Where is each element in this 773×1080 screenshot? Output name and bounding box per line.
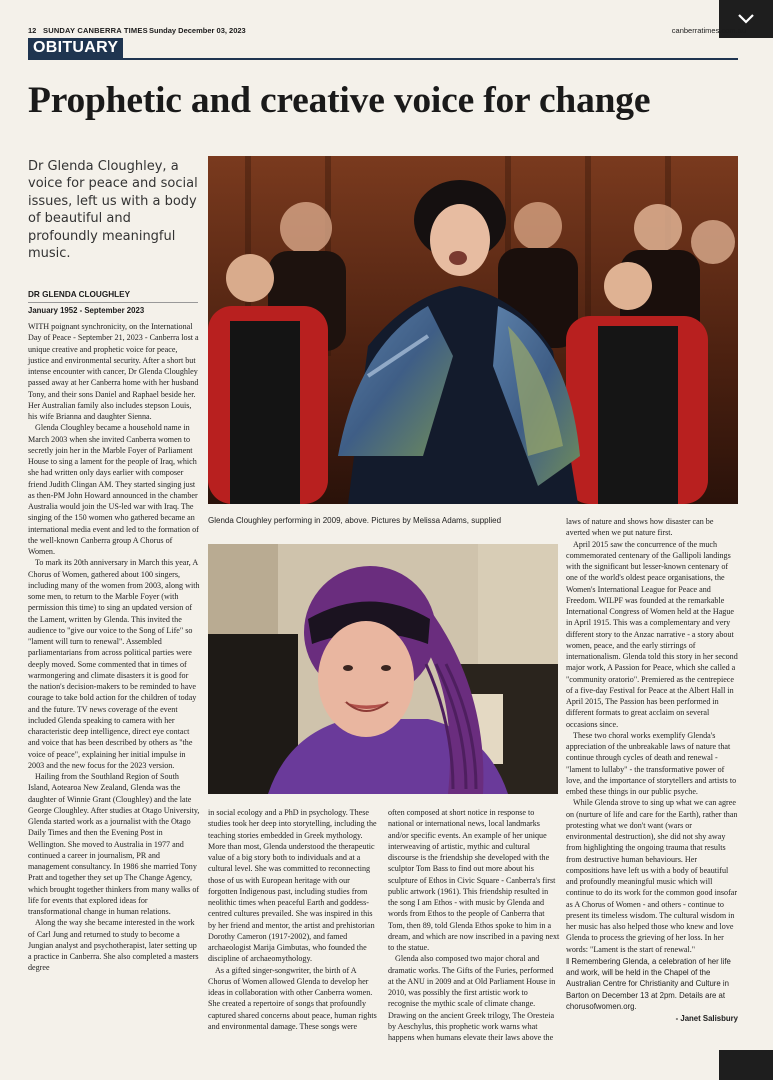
page-number: 12 xyxy=(28,26,37,35)
standfirst: Dr Glenda Cloughley, a voice for peace and social issues, left us with a body of beautiful and profoundly meaningful music. xyxy=(28,159,198,262)
headline: Prophetic and creative voice for change xyxy=(28,80,651,121)
website-link[interactable]: canberratimes.com.au xyxy=(671,26,746,35)
author-signature: - Janet Salisbury xyxy=(675,1014,738,1023)
choir-performance-photo xyxy=(208,156,738,504)
paragraph: Along the way she became interested in the work of Carl Jung and returned to study to become a Jungian analyst and psychotherapist, later setting up a practice in Canberra. She also completed a masters degree xyxy=(28,918,199,973)
byline: DR GLENDA CLOUGHLEY xyxy=(28,290,198,303)
paragraph: These two choral works exemplify Glenda's appreciation of the unbreakable laws of nature that continue through cycles of death and renewal - "lament to lullaby" - the transformative power of love, and the importance of storytellers and artists to embed these things in our public psyche. xyxy=(566,730,737,796)
publication-name: SUNDAY CANBERRA TIMES xyxy=(43,26,148,35)
paragraph: Glenda Cloughley became a household name in March 2003 when she invited Canberra women to secretly join her in the Marble Foyer of Parliament House to sing a lament for the people of Iraq, which she had written only days earlier with composer friend Judith Clingan AM. They started singing just as then-PM John Howard announced in the chamber Australia would join the US-led war with Iraq. The singing of the 150 women who gathered became an international media event and led to the formation of the well-known Canberra group A Chorus of Women. xyxy=(28,423,199,556)
section-rule xyxy=(28,58,738,60)
paragraph: often composed at short notice in response to national or international news, local landmarks and/or specific events. An example of her unique interweaving of artistic, mythic and cultural discourse is the friendship she developed with the sculptor Tom Bass to find out more about his sculpture of Ethos in Civic Square - Canberra's first public artwork (1961). This friendship resulted in the song I am Ethos - with music by Glenda and words from Ethos to the people of Canberra that Tom, then 89, told Glenda Ethos spoke to him in a dream, and which are now inscribed in a paving next to the statue. xyxy=(388,808,560,952)
paragraph: April 2015 saw the concurrence of the much commemorated centenary of the Gallipoli landings with the significant but lesser-known centenary of one of the world's oldest peace organisations, the Women's International League for Peace and Freedom. WILPF was founded at the remarkable International Congress of Women held at the Hague in April 1915. This was a complementary and very different story to the Anzac narrative - a story about women, peace, and the early stirrings of internationalism. Glenda told this story in her second major work, A Passion for Peace, which she called a "community oratorio". Premiered as the centrepiece of a five-day Festival for Peace at the Albert Hall in April 2015, The Passion has been performed in different formats to great acclaim on several occasions since. xyxy=(566,539,738,729)
paragraph: While Glenda strove to sing up what we can agree on (nurture of life and care for the Earth), rather than protesting what we don't want (wars or environmental destruction), she did not shy away from highlighting the ongoing trauma that results from destructive human behaviours. Her compositions have left us with a body of beautiful and profoundly meaningful music which will continue to do its work for the common good insofar as A Chorus of Women - and others - continue to present its timeless wisdom. The cultural wisdom in her music has also helped those who knew and love Glenda to process the grieving of her loss. In her words: "Lament is the start of renewal." xyxy=(566,798,738,954)
memorial-notice: ‖ Remembering Glenda, a celebration of her life and work, will be held in the Chapel of the Australian Centre for Christianity and Culture in Barton on December 13 at 2pm. Details are at chorusofwomen.org. xyxy=(566,956,731,1011)
paragraph: To mark its 20th anniversary in March this year, A Chorus of Women, gathered about 100 singers, including many of the women from 2003, along with some men, to return to the Marble Foyer (with permission this time) to sing an updated version of the Lament, written by Glenda. This invited the audience to "give our voice to the Song of Life" so "lament will turn to renewal". Assembled parliamentarians from across political parties were deeply moved. Some commented that in times of warmongering and climate disasters it is good for the nation's decision-makers to be reminded to have courage to take bold action for the children of today and the future. TV news coverage of the event included Glenda speaking to camera with her characteristic deep intelligence, direct eye contact and voice that has been described by others as "the voice of peace", explaining her initial impulse in 2003 and the new focus for the 2023 version. xyxy=(28,558,200,770)
paragraph: As a gifted singer-songwriter, the birth of A Chorus of Women allowed Glenda to develop her ideas in collaboration with other Canberra women. She created a repertoire of songs that profoundly captured shared concerns about peace, human rights and environmental damage. These songs were xyxy=(208,965,377,1031)
paragraph: WITH poignant synchronicity, on the International Day of Peace - September 21, 2023 - Canberra lost a unique creative and prophetic voice for peace, justice and environmental security. After a short but intense encounter with cancer, Dr Glenda Cloughley passed away at her Canberra home with her husband Tony, and their sons Daniel and Raphael beside her. Her Australian family also includes stepson Louis, his wife Brianna and daughter Sienna. xyxy=(28,322,199,421)
article-column-1 xyxy=(28,321,200,974)
photo-caption: Glenda Cloughley performing in 2009, above. Pictures by Melissa Adams, supplied xyxy=(208,516,502,525)
paragraph: laws of nature and shows how disaster can be averted when we put nature first. xyxy=(566,517,714,538)
masthead xyxy=(28,26,746,38)
chevron-down-icon xyxy=(737,13,755,25)
article-column-2 xyxy=(208,807,380,1032)
lifespan: January 1952 - September 2023 xyxy=(28,306,145,315)
section-label: OBITUARY xyxy=(28,38,123,58)
portrait-photo xyxy=(208,544,558,794)
paragraph: Hailing from the Southland Region of South Island, Aotearoa New Zealand, Glenda was the daughter of Winnie Grant (Cloughley) and the late George Cloughley. After studies at Otago University, Glenda started work as a journalist with the Otago Daily Times and then the Evening Post in Wellington. She moved to Australia in 1977 and continued a career in journalism, PR and management consultancy. In 1986 she married Tony Pratt and together they set up The Change Agency, which brought together thinkers from many walks of life for events that explored ideas for transformational change in human relations. xyxy=(28,772,200,916)
paragraph: Glenda also composed two major choral and dramatic works. The Gifts of the Furies, performed at the ANU in 2009 and at Old Parliament House in 2010, was possibly the first artistic work to recognise the mythic scale of climate change. Drawing on the ancient Greek trilogy, The Oresteia by Aeschylus, this prophetic work warns what happens when humans elevate their laws above the xyxy=(388,954,556,1042)
issue-date: Sunday December 03, 2023 xyxy=(149,26,246,35)
paragraph: in social ecology and a PhD in psychology. These studies took her deep into storytelling, including the teaching stories embedded in Greek mythology. More than most, Glenda understood the therapeutic value of a big story both to individuals and at a cultural level. She was committed to reconnecting those of us with European heritage with our forgotten Indigenous past, including studies from neolithic times when peaceful Earth and goddess-centred cultures prevailed. She was inspired in this by her friend and mentor, the artist and prehistorian Dorothy Cameron (1917-2002), and famed archaeologist Marija Gimbutas, who founded the discipline of archaeomythology. xyxy=(208,808,377,964)
article-column-3 xyxy=(388,807,560,1043)
page-corner-control[interactable] xyxy=(719,1050,773,1080)
article-column-4 xyxy=(566,516,738,1024)
